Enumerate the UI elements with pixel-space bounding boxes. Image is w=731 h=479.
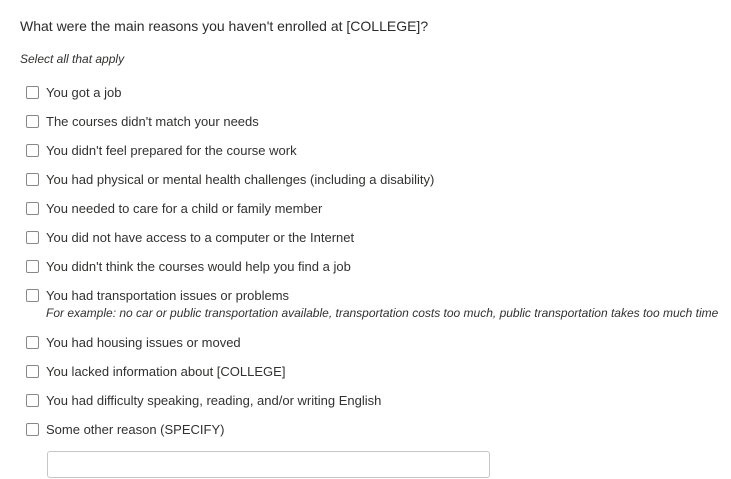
- checkbox-option-row[interactable]: [26, 201, 719, 216]
- option-label[interactable]: You got a job: [46, 85, 122, 100]
- options-list: [26, 85, 719, 437]
- option-label[interactable]: You needed to care for a child or family member: [46, 201, 323, 216]
- checkbox[interactable]: [26, 231, 39, 244]
- checkbox[interactable]: [26, 86, 39, 99]
- checkbox[interactable]: [26, 365, 39, 378]
- option-label[interactable]: You did not have access to a computer or the Internet: [46, 230, 355, 245]
- checkbox-option-row[interactable]: [26, 393, 719, 408]
- option-label[interactable]: You didn't feel prepared for the course work: [46, 143, 297, 158]
- checkbox-option-row[interactable]: [26, 259, 719, 274]
- checkbox-option-row[interactable]: [26, 143, 719, 158]
- checkbox[interactable]: [26, 115, 39, 128]
- question-instruction: Select all that apply: [20, 52, 125, 66]
- checkbox[interactable]: [26, 173, 39, 186]
- option-label[interactable]: You didn't think the courses would help you find a job: [46, 259, 351, 274]
- checkbox-option-row[interactable]: [26, 422, 719, 437]
- option-label[interactable]: You had transportation issues or problems: [46, 288, 290, 303]
- checkbox[interactable]: [26, 289, 39, 302]
- option-label[interactable]: You lacked information about [COLLEGE]: [46, 364, 286, 379]
- checkbox[interactable]: [26, 202, 39, 215]
- checkbox-option-row[interactable]: [26, 85, 719, 100]
- option-label[interactable]: The courses didn't match your needs: [46, 114, 259, 129]
- question-title: What were the main reasons you haven't enrolled at [COLLEGE]?: [20, 18, 429, 34]
- checkbox-option-row[interactable]: [26, 288, 719, 321]
- checkbox-option-row[interactable]: [26, 114, 719, 129]
- checkbox[interactable]: [26, 394, 39, 407]
- option-note: For example: no car or public transportation available, transportation costs too much, public transportation takes too much time: [46, 306, 719, 320]
- option-label[interactable]: You had housing issues or moved: [46, 335, 241, 350]
- option-label[interactable]: You had difficulty speaking, reading, and/or writing English: [46, 393, 382, 408]
- checkbox-option-row[interactable]: [26, 230, 719, 245]
- other-reason-input[interactable]: [47, 451, 490, 478]
- checkbox-option-row[interactable]: [26, 335, 719, 350]
- checkbox[interactable]: [26, 260, 39, 273]
- option-label[interactable]: Some other reason (SPECIFY): [46, 422, 225, 437]
- checkbox-option-row[interactable]: [26, 364, 719, 379]
- checkbox[interactable]: [26, 144, 39, 157]
- checkbox[interactable]: [26, 336, 39, 349]
- checkbox[interactable]: [26, 423, 39, 436]
- option-label[interactable]: You had physical or mental health challenges (including a disability): [46, 172, 435, 187]
- checkbox-option-row[interactable]: [26, 172, 719, 187]
